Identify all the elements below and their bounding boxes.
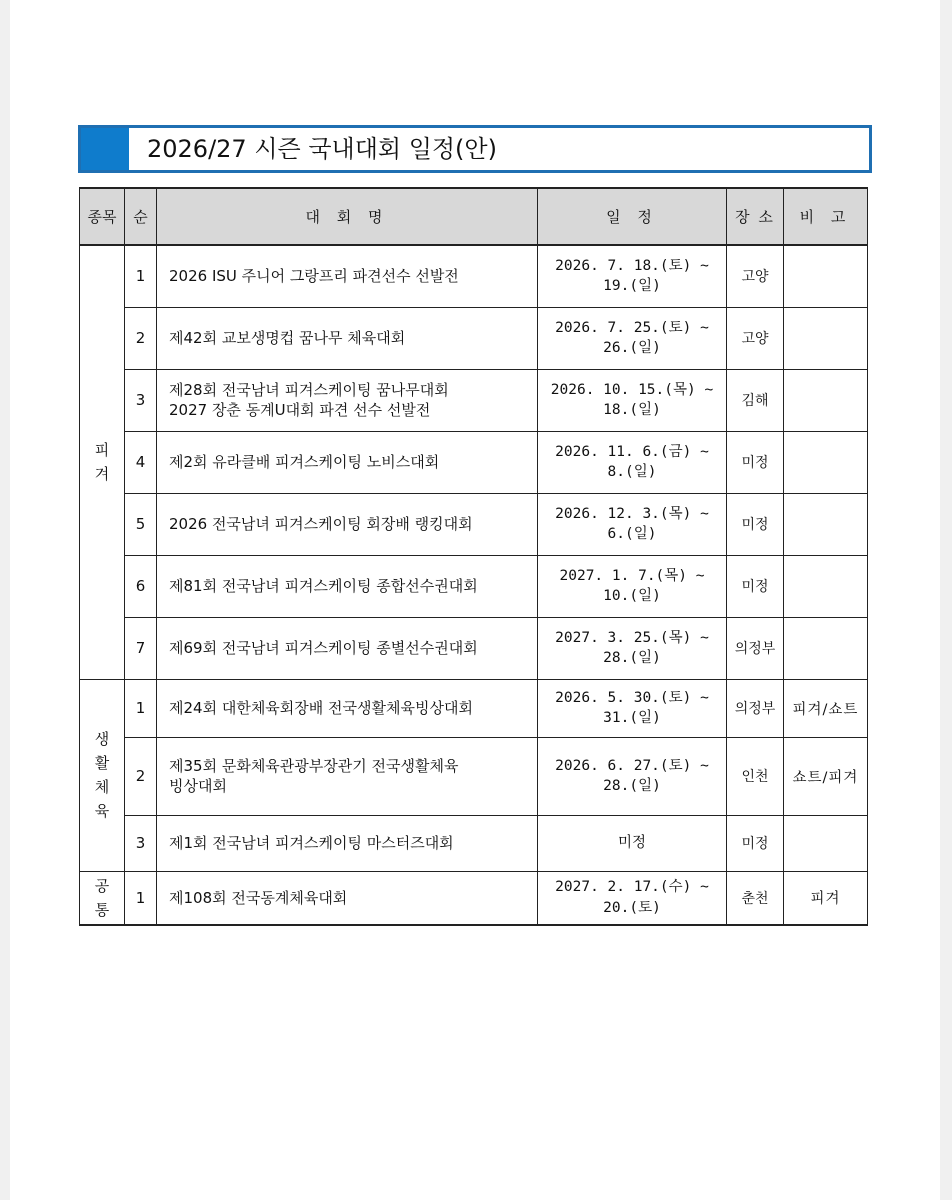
header-date: 일 정 xyxy=(538,188,727,245)
event-date-line: 2026. 5. 30.(토) ~ xyxy=(555,689,709,706)
event-date-line: 2026. 7. 25.(토) ~ xyxy=(555,319,709,336)
event-place: 춘천 xyxy=(727,871,784,925)
event-name-line: 제108회 전국동계체육대회 xyxy=(169,888,348,907)
event-place: 미정 xyxy=(727,493,784,555)
event-name xyxy=(157,431,538,493)
table-row xyxy=(80,737,868,815)
event-date-line: 31.(일) xyxy=(603,710,661,726)
event-date xyxy=(538,679,727,737)
header-note: 비 고 xyxy=(784,188,868,245)
event-date xyxy=(538,431,727,493)
event-date-line: 10.(일) xyxy=(603,588,661,604)
event-note: 피겨/쇼트 xyxy=(784,679,868,737)
event-place: 미정 xyxy=(727,431,784,493)
event-name xyxy=(157,493,538,555)
header-num: 순 xyxy=(125,188,157,245)
category-cell xyxy=(80,245,125,679)
event-name-line: 제69회 전국남녀 피겨스케이팅 종별선수권대회 xyxy=(169,638,478,657)
category-cell xyxy=(80,871,125,925)
row-number: 4 xyxy=(125,431,157,493)
event-date-line: 2027. 1. 7.(목) ~ xyxy=(559,567,705,584)
title-box xyxy=(78,125,872,173)
category-label: 공통 xyxy=(94,876,110,919)
event-date xyxy=(538,871,727,925)
event-name xyxy=(157,307,538,369)
event-date xyxy=(538,493,727,555)
table-row xyxy=(80,245,868,307)
event-name xyxy=(157,679,538,737)
event-note xyxy=(784,617,868,679)
event-date-line: 26.(일) xyxy=(603,340,661,356)
event-name-line: 제2회 유라클배 피겨스케이팅 노비스대회 xyxy=(169,452,440,471)
table-row xyxy=(80,369,868,431)
event-note xyxy=(784,307,868,369)
table-row xyxy=(80,555,868,617)
event-date-line: 19.(일) xyxy=(603,278,661,295)
category-label: 피겨 xyxy=(94,441,110,484)
title-accent-bar xyxy=(81,128,129,170)
event-note: 피겨 xyxy=(784,871,868,925)
event-date-line: 2026. 11. 6.(금) ~ xyxy=(555,443,709,460)
event-note: 쇼트/피겨 xyxy=(784,737,868,815)
event-note xyxy=(784,493,868,555)
table-row xyxy=(80,679,868,737)
event-name-line: 2027 장춘 동계U대회 파견 선수 선발전 xyxy=(169,401,431,419)
event-place: 고양 xyxy=(727,307,784,369)
event-date-line: 8.(일) xyxy=(607,464,657,480)
row-number: 2 xyxy=(125,737,157,815)
event-date-line: 2027. 2. 17.(수) ~ xyxy=(555,879,709,896)
event-place: 고양 xyxy=(727,245,784,307)
event-place: 의정부 xyxy=(727,679,784,737)
event-name xyxy=(157,245,538,307)
event-name xyxy=(157,617,538,679)
row-number: 3 xyxy=(125,369,157,431)
row-number: 3 xyxy=(125,815,157,871)
event-place: 미정 xyxy=(727,815,784,871)
event-date xyxy=(538,737,727,815)
table-row xyxy=(80,617,868,679)
category-label: 생활체육 xyxy=(94,730,110,820)
event-place: 인천 xyxy=(727,737,784,815)
table-header-row xyxy=(80,188,868,245)
event-date-line: 28.(일) xyxy=(603,650,661,666)
header-category: 종목 xyxy=(80,188,125,245)
event-date xyxy=(538,815,727,871)
event-date-line: 2026. 7. 18.(토) ~ xyxy=(555,257,709,274)
row-number: 1 xyxy=(125,679,157,737)
event-date-line: 미정 xyxy=(617,834,646,851)
event-name xyxy=(157,555,538,617)
category-cell xyxy=(80,679,125,871)
header-place: 장 소 xyxy=(727,188,784,245)
event-name xyxy=(157,737,538,815)
event-date xyxy=(538,307,727,369)
event-date-line: 2026. 6. 27.(토) ~ xyxy=(555,757,709,774)
table-row xyxy=(80,431,868,493)
row-number: 5 xyxy=(125,493,157,555)
event-date xyxy=(538,369,727,431)
event-name-line: 빙상대회 xyxy=(169,777,227,795)
event-date-line: 20.(토) xyxy=(603,899,661,916)
event-note xyxy=(784,245,868,307)
event-place: 의정부 xyxy=(727,617,784,679)
event-place: 김해 xyxy=(727,369,784,431)
event-date-line: 2026. 10. 15.(목) ~ xyxy=(550,381,714,398)
event-date-line: 2027. 3. 25.(목) ~ xyxy=(555,629,709,646)
event-name-line: 제42회 교보생명컵 꿈나무 체육대회 xyxy=(169,328,406,347)
table-row xyxy=(80,307,868,369)
row-number: 7 xyxy=(125,617,157,679)
row-number: 6 xyxy=(125,555,157,617)
event-date-line: 6.(일) xyxy=(607,526,657,542)
row-number: 1 xyxy=(125,245,157,307)
event-note xyxy=(784,815,868,871)
event-note xyxy=(784,555,868,617)
event-name xyxy=(157,871,538,925)
event-name-line: 제28회 전국남녀 피겨스케이팅 꿈나무대회 xyxy=(169,380,449,399)
event-date xyxy=(538,245,727,307)
row-number: 1 xyxy=(125,871,157,925)
table-row xyxy=(80,871,868,925)
table-row xyxy=(80,815,868,871)
event-date xyxy=(538,617,727,679)
event-place: 미정 xyxy=(727,555,784,617)
event-name xyxy=(157,815,538,871)
event-name-line: 2026 ISU 주니어 그랑프리 파견선수 선발전 xyxy=(169,267,459,286)
table-body xyxy=(80,245,868,925)
event-name-line: 2026 전국남녀 피겨스케이팅 회장배 랭킹대회 xyxy=(169,514,473,533)
header-name: 대 회 명 xyxy=(157,188,538,245)
event-date-line: 18.(일) xyxy=(603,402,661,418)
event-name-line: 제24회 대한체육회장배 전국생활체육빙상대회 xyxy=(169,698,473,717)
event-date-line: 28.(일) xyxy=(603,778,661,794)
event-name-line: 제1회 전국남녀 피겨스케이팅 마스터즈대회 xyxy=(169,833,454,852)
event-date xyxy=(538,555,727,617)
event-name-line: 제35회 문화체육관광부장관기 전국생활체육 xyxy=(169,756,459,775)
event-name xyxy=(157,369,538,431)
event-note xyxy=(784,431,868,493)
document-page xyxy=(10,0,940,1200)
page-title: 2026/27 시즌 국내대회 일정(안) xyxy=(147,135,497,163)
event-name-line: 제81회 전국남녀 피겨스케이팅 종합선수권대회 xyxy=(169,576,478,595)
event-date-line: 2026. 12. 3.(목) ~ xyxy=(555,505,709,522)
event-note xyxy=(784,369,868,431)
row-number: 2 xyxy=(125,307,157,369)
table-row xyxy=(80,493,868,555)
schedule-table xyxy=(79,187,868,926)
